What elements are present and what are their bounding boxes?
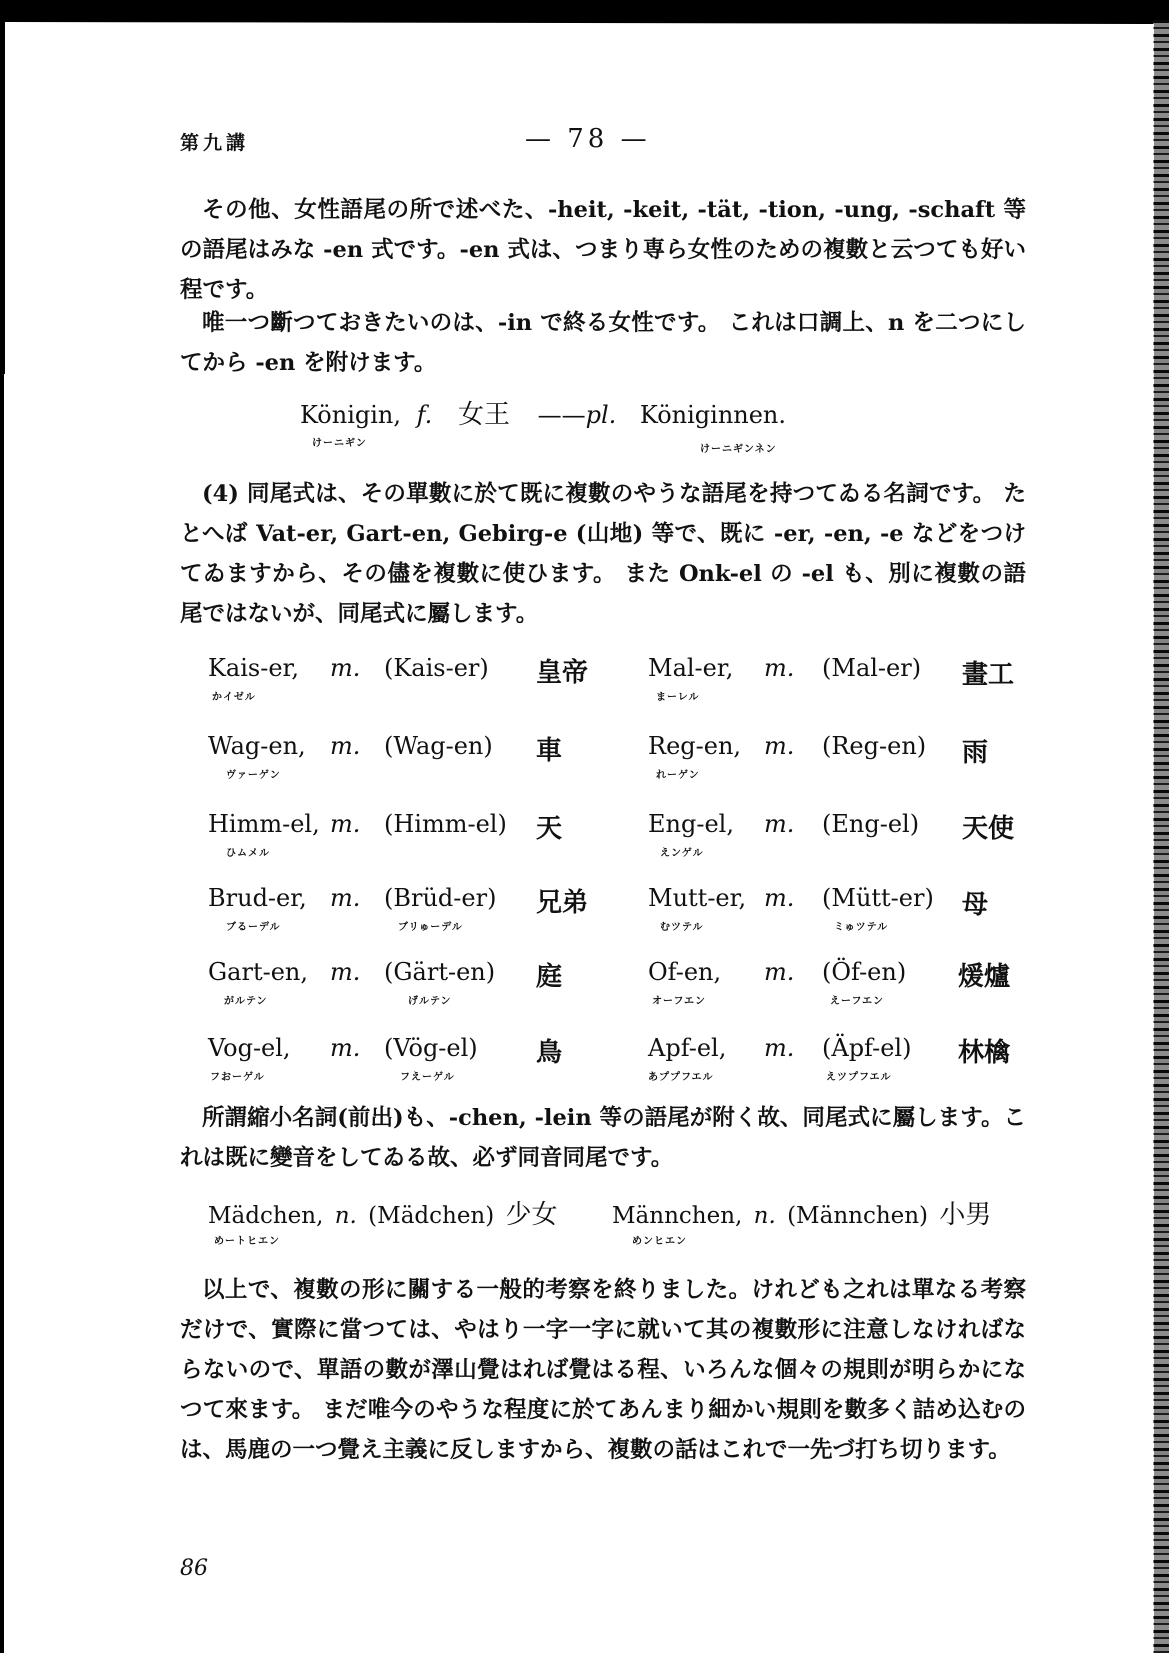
table-meaning: 兄弟 xyxy=(536,888,589,918)
table-ruby: えンゲル xyxy=(660,848,704,859)
example-dash: —— xyxy=(537,401,586,429)
table-gender: m. xyxy=(764,884,795,912)
table-ruby: かイゼル xyxy=(212,692,256,703)
table-plural: (Vög-el) xyxy=(384,1034,478,1062)
table-ruby: ブるーデル xyxy=(226,922,281,933)
table-plural: (Reg-en) xyxy=(822,732,927,760)
table-word: Eng-el, xyxy=(648,810,734,838)
example-gender: f. xyxy=(416,401,433,429)
table-gender: m. xyxy=(330,958,361,986)
table-gender: m. xyxy=(330,732,361,760)
table-plural-ruby: ブリゅーデル xyxy=(398,922,463,933)
page-number: — 78 — xyxy=(525,124,651,154)
table-meaning: 天 xyxy=(536,814,563,844)
table-word: Apf-el, xyxy=(648,1034,727,1062)
table-plural: (Kais-er) xyxy=(384,654,489,682)
table-word: Of-en, xyxy=(648,958,722,986)
table-meaning: 畫工 xyxy=(962,660,1015,690)
table-gender: m. xyxy=(330,810,361,838)
table-meaning: 車 xyxy=(536,736,563,766)
table-word: Himm-el, xyxy=(208,810,320,838)
table-meaning: 林檎 xyxy=(958,1038,1011,1068)
table-ruby: オーフエン xyxy=(652,996,706,1007)
example-diminutive-2 xyxy=(612,1194,991,1231)
dim-plural-1: (Mädchen) xyxy=(368,1203,495,1229)
table-plural: (Mütt-er) xyxy=(822,884,934,912)
table-plural: (Gärt-en) xyxy=(384,958,496,986)
table-ruby: あププフエル xyxy=(648,1072,714,1083)
ruby-maennchen: めンヒエン xyxy=(632,1236,687,1247)
table-gender: m. xyxy=(330,884,361,912)
table-plural: (Himm-el) xyxy=(384,810,507,838)
chapter-title: 第九講 xyxy=(180,132,250,154)
ruby-koeniginnen: けーニギンネン xyxy=(700,444,777,455)
table-word: Mal-er, xyxy=(648,654,734,682)
table-ruby: フおーゲル xyxy=(210,1072,265,1083)
table-plural: (Wag-en) xyxy=(384,732,493,760)
table-plural: (Mal-er) xyxy=(822,654,922,682)
dim-meaning-1: 少女 xyxy=(505,1200,558,1230)
table-gender: m. xyxy=(764,732,795,760)
table-plural-ruby: えーフエン xyxy=(830,996,884,1007)
table-plural-ruby: フえーゲル xyxy=(400,1072,455,1083)
table-ruby: がルテン xyxy=(224,996,268,1007)
table-meaning: 皇帝 xyxy=(536,658,589,688)
table-gender: m. xyxy=(764,810,795,838)
table-plural-ruby: ミゅツテル xyxy=(834,922,889,933)
table-gender: m. xyxy=(330,654,361,682)
table-word: Wag-en, xyxy=(208,732,306,760)
dim-gender-1: n. xyxy=(334,1203,357,1229)
table-gender: m. xyxy=(330,1034,361,1062)
table-meaning: 天使 xyxy=(962,814,1015,844)
table-word: Reg-en, xyxy=(648,732,742,760)
table-ruby: まーレル xyxy=(656,692,700,703)
table-ruby: ひムメル xyxy=(226,848,270,859)
example-diminutive xyxy=(208,1194,558,1231)
table-meaning: 雨 xyxy=(962,738,989,768)
scan-edge-left xyxy=(0,22,5,374)
table-meaning: 母 xyxy=(962,890,989,920)
paragraph-4: 所謂縮小名詞(前出)も、-chen, -lein 等の語尾が附く故、同尾式に屬します。これは既に變音をしてゐる故、必ず同音同尾です。 xyxy=(180,1105,1026,1171)
paragraph-3: (4) 同尾式は、その單數に於て既に複數のやうな語尾を持つてゐる名詞です。 たとへば Vat-er, Gart-en, Gebirg-e (山地) 等で、既に -er, -en, -e などをつけてゐますから、その儘を複數に使ひます。 また Onk-el の -el も、別に複數の語尾ではないが、同尾式に屬します。 xyxy=(180,481,1026,627)
table-word: Brud-er, xyxy=(208,884,307,912)
ruby-koenigin: けーニギン xyxy=(312,438,367,449)
example-plural: Königinnen. xyxy=(639,401,787,429)
table-meaning: 庭 xyxy=(536,962,563,992)
table-gender: m. xyxy=(764,1034,795,1062)
table-plural: (Öf-en) xyxy=(822,958,907,986)
table-plural-ruby: えツプフエル xyxy=(826,1072,892,1083)
table-ruby: れーゲン xyxy=(656,770,700,781)
scan-edge-right xyxy=(1153,20,1169,1653)
paragraph-5: 以上で、複數の形に關する一般的考察を終りました。けれども之れは單なる考察だけで、實際に當つては、やはり一字一字に就いて其の複數形に注意しなければならないので、單語の數が澤山覺はれば覺はる程、いろんな個々の規則が明らかになつて來ます。 まだ唯今のやうな程度に於てあんまり細かい規則を數多く詰め込むのは、馬鹿の一つ覺え主義に反しますから、複數の話はこれで一先づ打ち切ります。 xyxy=(180,1277,1026,1463)
dim-meaning-2: 小男 xyxy=(939,1200,992,1230)
running-header xyxy=(180,124,1030,160)
table-meaning: 鳥 xyxy=(536,1038,563,1068)
table-word: Kais-er, xyxy=(208,654,300,682)
table-plural: (Brüd-er) xyxy=(384,884,497,912)
paragraph-1: その他、女性語尾の所で述べた、-heit, -keit, -tät, -tion, -ung, -schaft 等の語尾はみな -en 式です。-en 式は、つまり専ら女性のための複數と云つても好い程です。 xyxy=(180,197,1026,303)
table-plural: (Eng-el) xyxy=(822,810,920,838)
ruby-maedchen: めートヒエン xyxy=(214,1236,280,1247)
table-plural-ruby: げルテン xyxy=(408,996,452,1007)
table-word: Vog-el, xyxy=(208,1034,291,1062)
example-meaning: 女王 xyxy=(457,400,510,430)
table-word: Gart-en, xyxy=(208,958,308,986)
dim-plural-2: (Männchen) xyxy=(787,1203,929,1229)
example-pl-label: pl. xyxy=(585,401,617,429)
table-meaning: 煖爐 xyxy=(958,962,1011,992)
dim-gender-2: n. xyxy=(753,1203,776,1229)
table-ruby: むツテル xyxy=(660,922,704,933)
table-gender: m. xyxy=(764,958,795,986)
example-word: Königin, xyxy=(300,401,401,429)
table-plural: (Äpf-el) xyxy=(822,1034,912,1062)
dim-word-1: Mädchen, xyxy=(208,1203,324,1229)
table-word: Mutt-er, xyxy=(648,884,747,912)
dim-word-2: Männchen, xyxy=(612,1203,743,1229)
paragraph-2: 唯一つ斷つておきたいのは、-in で終る女性です。 これは口調上、n を二つにしてから -en を附けます。 xyxy=(180,310,1026,376)
example-koenigin xyxy=(300,394,786,431)
table-gender: m. xyxy=(764,654,795,682)
table-ruby: ヴァーゲン xyxy=(226,770,281,781)
folio-number: 86 xyxy=(180,1556,208,1581)
